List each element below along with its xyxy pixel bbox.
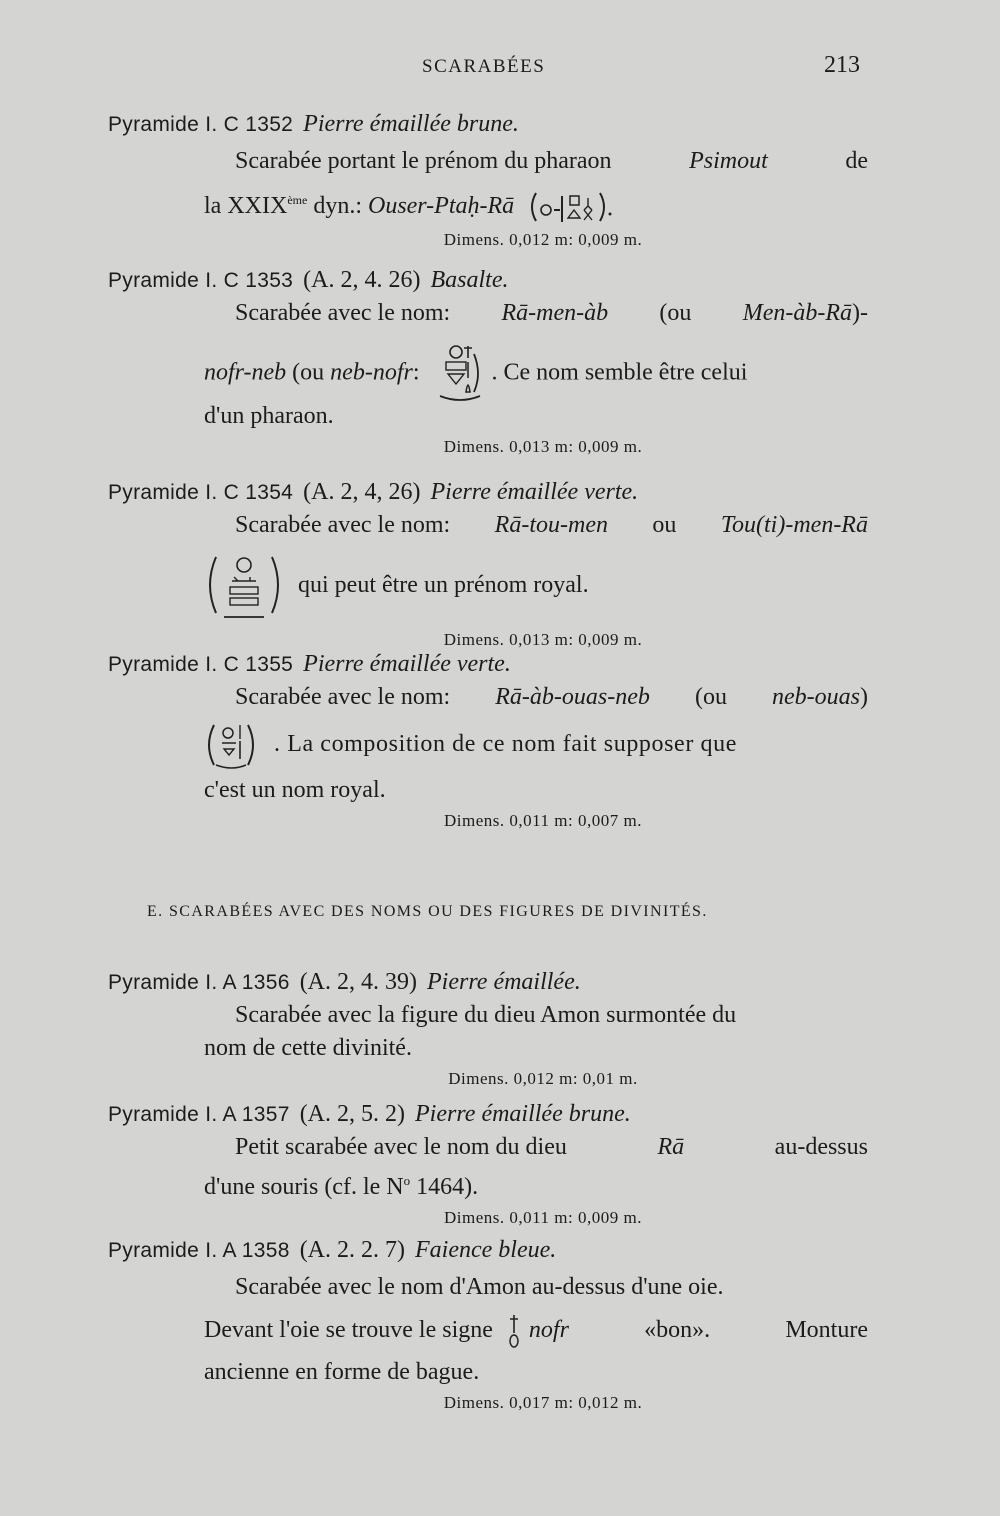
entry-header	[108, 1098, 868, 1131]
page-number: 213	[824, 52, 860, 78]
entry-material: Pierre émaillée verte.	[430, 479, 639, 505]
entry-material: Pierre émaillée verte.	[303, 651, 511, 677]
entry-dimensions: Dimens. 0,011 m: 0,007 m.	[444, 811, 642, 830]
entry-label: Pyramide I. A 1356	[108, 971, 290, 994]
entry-header	[108, 264, 868, 297]
catalog-entry-1357	[108, 1098, 868, 1232]
entry-dimensions: Dimens. 0,012 m: 0,009 m.	[443, 230, 643, 250]
entry-text-line: Scarabée avec le nom: Rā-àb-ouas-neb (ou neb-ouas)	[235, 684, 868, 710]
entry-text-line: Petit scarabée avec le nom du dieu Rā au-dessus	[235, 1134, 868, 1160]
catalog-entry-1355	[108, 648, 868, 835]
entry-label: Pyramide I. C 1353	[108, 269, 294, 292]
entry-header	[108, 476, 868, 509]
entry-material: Pierre émaillée.	[427, 969, 581, 995]
entry-header	[108, 648, 868, 681]
entry-material: Pierre émaillée brune.	[303, 111, 519, 137]
catalog-entry-1353	[108, 264, 868, 461]
entry-text-line: ancienne en forme de bague.	[204, 1359, 480, 1385]
catalog-entry-1356	[108, 966, 868, 1093]
entry-header	[108, 966, 868, 999]
running-header	[0, 52, 1000, 86]
entry-label: Pyramide I. C 1354	[108, 481, 294, 504]
catalog-entry-1358	[108, 1234, 868, 1417]
entry-reference: (A. 2, 5. 2)	[299, 1101, 406, 1127]
entry-material: Basalte.	[430, 267, 509, 293]
entry-text-line: Scarabée avec le nom d'Amon au-dessus d'une oie.	[235, 1274, 724, 1300]
entry-label: Pyramide I. A 1358	[108, 1239, 290, 1262]
entry-reference: (A. 2, 4. 26)	[303, 267, 421, 293]
nofr-glyph-icon	[507, 1313, 521, 1349]
entry-text-line: d'une souris (cf. le $N^o$ 1464).	[204, 1173, 479, 1200]
entry-dimensions: Dimens. 0,013 m: 0,009 m.	[443, 437, 643, 456]
entry-material: Pierre émaillée brune.	[415, 1101, 631, 1127]
entry-text-line: nofr-neb (ou neb-nofr: . Ce nom semble être celui	[108, 344, 868, 394]
catalog-entry-1352	[108, 108, 868, 254]
cartouche-glyph-icon	[204, 719, 274, 771]
entry-text-line: Devant l'oie se trouve le signe nofr «bon». Monture	[108, 1310, 868, 1350]
entry-text-line: nom de cette divinité.	[204, 1035, 412, 1061]
entry-label: Pyramide I. C 1352	[108, 113, 294, 136]
entry-reference: (A. 2, 4, 26)	[303, 479, 421, 505]
cartouche-glyph-icon	[528, 190, 620, 224]
cartouche-glyph-icon	[204, 551, 284, 621]
entry-text-line: Scarabée avec la figure du dieu Amon surmontée du	[235, 1002, 737, 1028]
entry-text-line: la XXIXème dyn.: Ouser-Ptaḥ-Rā	[108, 184, 868, 224]
entry-text-line: d'un pharaon.	[204, 403, 334, 429]
entry-reference: (A. 2, 4. 39)	[299, 969, 418, 995]
entry-text-line: c'est un nom royal.	[204, 777, 386, 803]
entry-dimensions: Dimens. 0,013 m: 0,009 m.	[443, 630, 643, 649]
entry-label: Pyramide I. C 1355	[108, 653, 294, 676]
entry-text-line: Scarabée avec le nom: Rā-tou-men ou Tou(ti)-men-Rā	[235, 512, 868, 538]
entry-material: Faience bleue.	[415, 1237, 557, 1263]
cartouche-glyph-icon	[430, 344, 490, 404]
entry-header	[108, 108, 868, 141]
entry-dimensions: Dimens. 0,012 m: 0,01 m.	[448, 1069, 638, 1088]
entry-reference: (A. 2. 2. 7)	[299, 1237, 406, 1263]
entry-text-line: Scarabée portant le prénom du pharaon Psimout de	[235, 148, 868, 174]
entry-text-line: . La composition de ce nom fait supposer que	[108, 718, 868, 770]
section-heading: E. SCARABÉES AVEC DES NOMS OU DES FIGURES DE DIVINITÉS.	[147, 903, 708, 920]
catalog-entry-1354	[108, 476, 868, 654]
entry-text-line: qui peut être un prénom royal.	[108, 550, 868, 620]
entry-text-line: Scarabée avec le nom: Rā-men-àb (ou Men-àb-Rā)-	[235, 300, 868, 326]
running-title: SCARABÉES	[422, 56, 546, 77]
entry-dimensions: Dimens. 0,011 m: 0,009 m.	[444, 1208, 642, 1227]
entry-label: Pyramide I. A 1357	[108, 1103, 290, 1126]
entry-dimensions: Dimens. 0,017 m: 0,012 m.	[443, 1393, 643, 1412]
entry-header	[108, 1234, 868, 1267]
